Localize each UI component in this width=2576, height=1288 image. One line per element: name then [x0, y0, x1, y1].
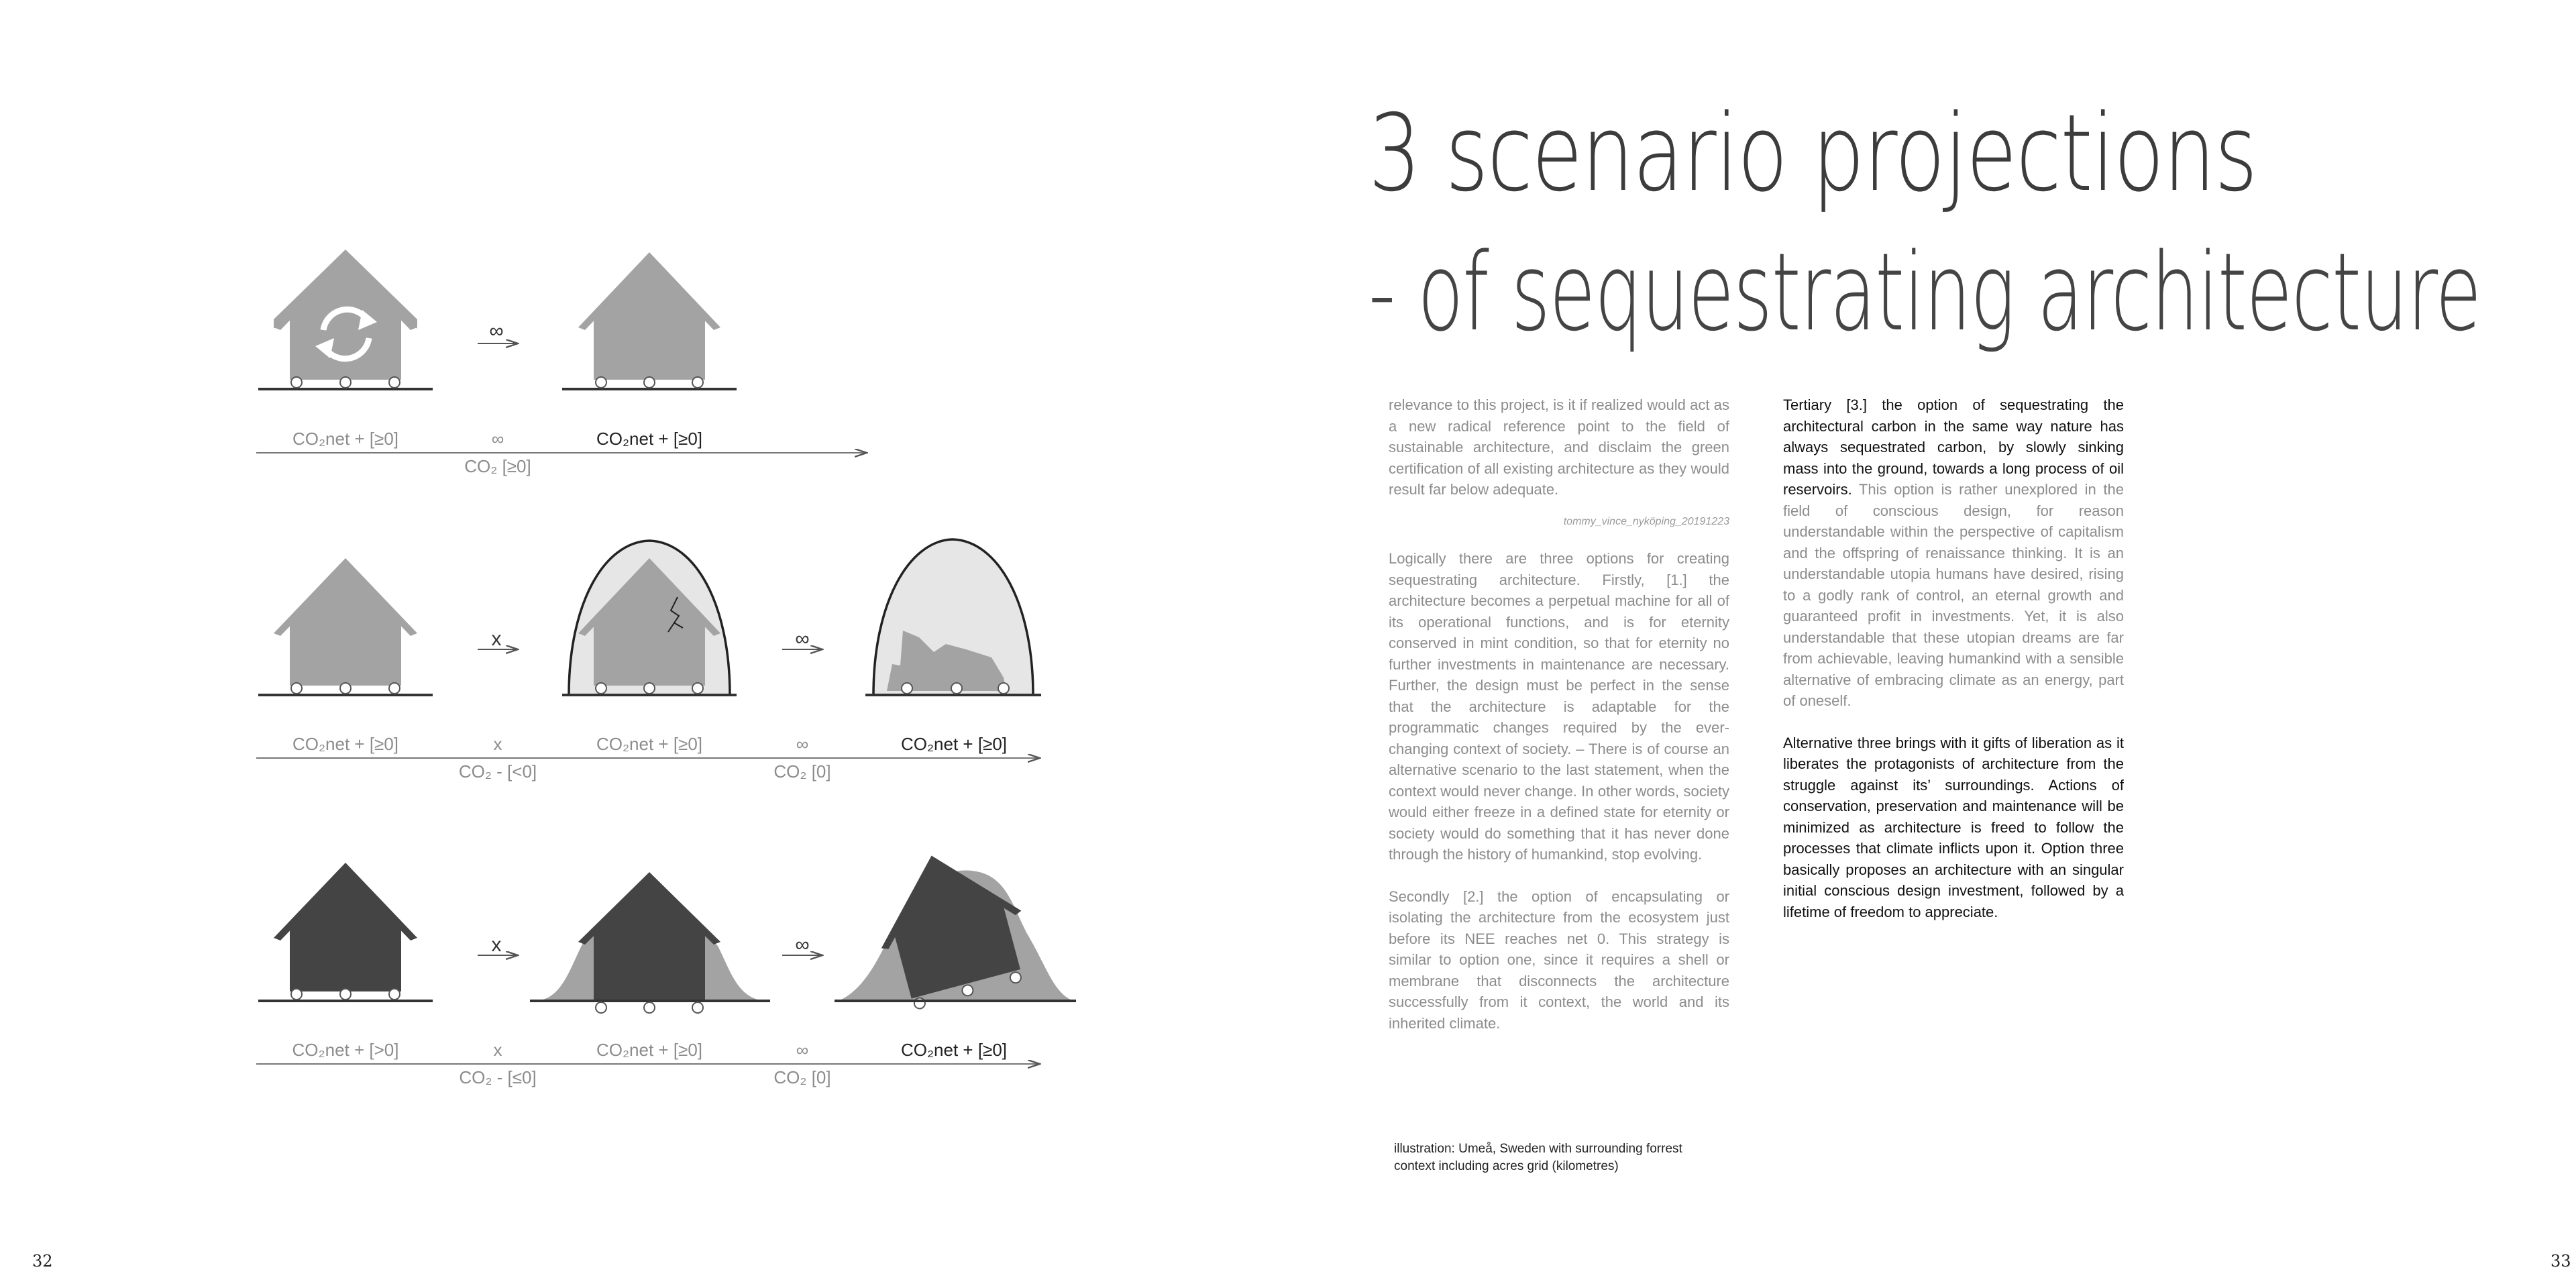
- label-co2-a: CO₂net + [≥0]: [292, 734, 399, 754]
- label-co2-c: CO₂net + [≥0]: [900, 734, 1008, 754]
- caption-line-1: illustration: Umeå, Sweden with surrounding forrest: [1394, 1142, 1682, 1156]
- operator-x: x: [491, 628, 502, 650]
- label-co2-left: CO₂net + [≥0]: [292, 429, 399, 449]
- illustration-caption: [1394, 1140, 1682, 1175]
- page-title: [1368, 92, 2576, 355]
- option-3-highlight: Tertiary [3.] the option of sequestrating the architectural carbon in the same way nature has always sequestrated carbon, by slowly sinking mass into the ground, towards a long process of oil reservoirs.: [1783, 396, 2124, 498]
- label-op2: ∞: [796, 1040, 809, 1060]
- label-co2-total-1: CO₂ - [<0]: [458, 761, 537, 782]
- house-encapsulated: [562, 541, 737, 695]
- title-line-2: - of sequestrating architecture: [1368, 229, 2481, 355]
- house-dark: [258, 863, 433, 1001]
- operator-infinity: ∞: [489, 320, 504, 342]
- house-collapsed-dome: [865, 539, 1041, 695]
- scenario-2: [256, 539, 1041, 782]
- scenario-1: [256, 250, 867, 476]
- operator-x: x: [491, 934, 502, 956]
- title-line-1: 3 scenario projections: [1368, 92, 2257, 215]
- label-co2-total-2: CO₂ [0]: [773, 761, 831, 782]
- label-co2-b: CO₂net + [≥0]: [596, 1040, 703, 1060]
- text-column-1: [1389, 394, 1729, 1034]
- label-co2-right: CO₂net + [≥0]: [596, 429, 703, 449]
- house-buried: [835, 837, 1076, 1014]
- intro-paragraph: relevance to this project, is it if realized would act as a new radical reference point to the field of sustainable architecture, and disclaim the green certification of all existing architecture as they would result far below adequate.: [1389, 396, 1729, 498]
- paragraph-alternative-3: Alternative three brings with it gifts of liberation as it liberates the protagonists of architecture from the struggle against its’ surroundings. Actions of conservation, preservation and maintenance will be minimized as architecture is freed to follow the processes that climate inflicts upon it. Option three basically proposes an architecture with an singular initial conscious design investment, followed by a lifetime of freedom to appreciate.: [1783, 734, 2124, 920]
- house-perpetual: [258, 250, 433, 389]
- label-co2-total: CO₂ [≥0]: [464, 456, 531, 476]
- paragraph-option-2: Secondly [2.] the option of encapsulating or isolating the architecture from the ecosystem just before its NEE reaches net 0. This strategy is similar to option one, since it requires a shell or membrane that disconnects the architecture successfully from it context, the world and its inherited climate.: [1389, 888, 1729, 1032]
- house-plain: [562, 252, 737, 389]
- paragraph-option-1: Logically there are three options for creating sequestrating architecture. Firstly, [1.] the architecture becomes a perpetual machine for all of its operational functions, and is for eternity conserved in mint condition, so that for eternity no further investments in maintenance are necessary. Further, the design must be perfect in the sense that the architecture is adaptable for the programmatic changes required by the ever-changing context of society. – There is of course an alternative scenario to the last statement, when the context would never change. In other words, society would either freeze in a defined state for eternity or society would do something that it has never done through the history of humankind, stop evolving.: [1389, 550, 1729, 863]
- operator-infinity: ∞: [795, 628, 810, 650]
- label-op1: x: [493, 734, 502, 754]
- label-co2-a: CO₂net + [>0]: [292, 1040, 399, 1060]
- operator-infinity: ∞: [795, 934, 810, 956]
- label-op: ∞: [491, 429, 504, 449]
- label-co2-total-2: CO₂ [0]: [773, 1067, 831, 1087]
- signature: tommy_vince_nyköping_20191223: [1563, 515, 1729, 527]
- option-3-text: This option is rather unexplored in the field of conscious design, for reason understandable within the perspective of capitalism and the offspring of renaissance thinking. It is an understandable utopia humans have desired, rising to a godly rank of control, an eternal growth and guaranteed profit in investments. Yet, it is also understandable that these utopian dreams are far from achievable, leaving humankind with a sensible alternative of embracing climate as an energy, part of oneself.: [1783, 481, 2124, 709]
- label-co2-total-1: CO₂ - [≤0]: [459, 1067, 537, 1087]
- paragraph-option-3: [1783, 394, 2124, 712]
- caption-line-2: context including acres grid (kilometres): [1394, 1159, 1619, 1173]
- house-sinking: [530, 872, 770, 1013]
- label-op1: x: [493, 1040, 502, 1060]
- house-plain: [258, 558, 433, 695]
- label-co2-b: CO₂net + [≥0]: [596, 734, 703, 754]
- label-op2: ∞: [796, 734, 809, 754]
- page-number-left: 32: [32, 1252, 53, 1271]
- page-number-right: 33: [2551, 1252, 2571, 1271]
- text-column-2: [1783, 394, 2124, 922]
- label-co2-c: CO₂net + [≥0]: [900, 1040, 1008, 1060]
- scenario-diagrams: [0, 0, 1275, 1288]
- scenario-3: [256, 837, 1076, 1087]
